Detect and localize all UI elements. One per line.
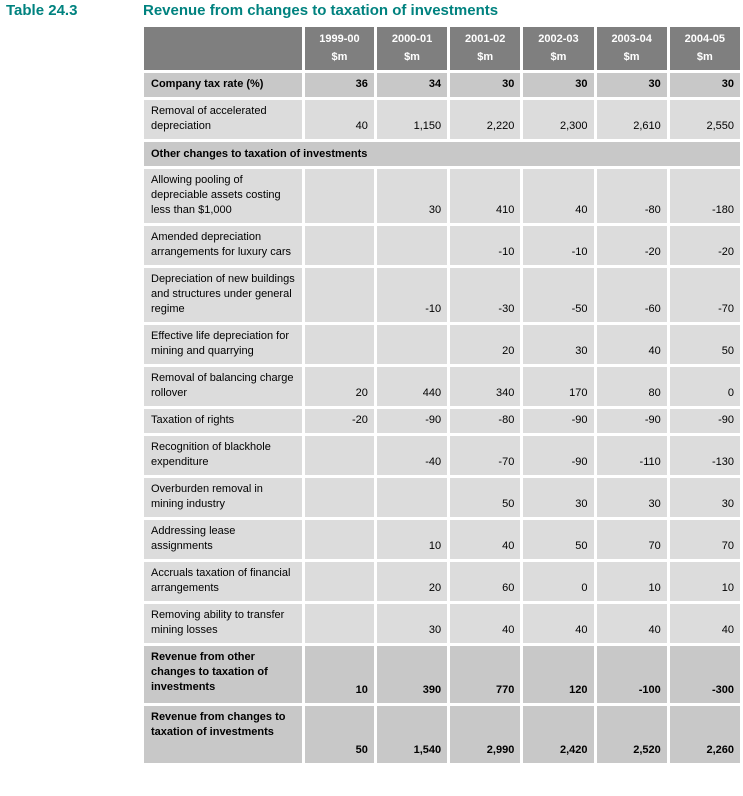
value-cell: 30 <box>597 73 667 97</box>
value-cell: 2,260 <box>670 706 740 763</box>
value-cell: -300 <box>670 646 740 703</box>
value-cell: -60 <box>597 268 667 322</box>
value-cell: 50 <box>523 520 593 559</box>
row-label: Removal of accelerated depreciation <box>144 100 302 139</box>
table-title: Revenue from changes to taxation of investments <box>143 2 499 19</box>
value-cell: 2,550 <box>670 100 740 139</box>
value-cell: -80 <box>597 169 667 223</box>
row-label: Addressing lease assignments <box>144 520 302 559</box>
table-row <box>144 409 740 433</box>
column-unit: $m <box>331 51 348 63</box>
value-cell: 40 <box>597 325 667 364</box>
value-cell: 770 <box>450 646 520 703</box>
value-cell: 2,300 <box>523 100 593 139</box>
company-tax-row <box>144 73 740 97</box>
value-cell: 40 <box>450 604 520 643</box>
value-cell: -70 <box>450 436 520 475</box>
value-cell: 30 <box>450 73 520 97</box>
row-label: Allowing pooling of depreciable assets costing less than $1,000 <box>144 169 302 223</box>
row-label: Amended depreciation arrangements for luxury cars <box>144 226 302 265</box>
value-cell: 20 <box>377 562 447 601</box>
column-year: 2002-03 <box>538 33 579 45</box>
value-cell: 40 <box>305 100 374 139</box>
value-cell: 2,990 <box>450 706 520 763</box>
value-cell: 120 <box>523 646 593 703</box>
table-row <box>144 268 740 322</box>
value-cell: 170 <box>523 367 593 406</box>
row-label: Recognition of blackhole expenditure <box>144 436 302 475</box>
value-cell: 50 <box>670 325 740 364</box>
value-cell: -80 <box>450 409 520 433</box>
column-year: 1999-00 <box>319 33 360 45</box>
value-cell: 1,540 <box>377 706 447 763</box>
table-row <box>144 520 740 559</box>
value-cell: 30 <box>377 604 447 643</box>
value-cell <box>305 436 374 475</box>
header-row <box>144 27 740 70</box>
value-cell: 40 <box>670 604 740 643</box>
revenue-table <box>141 24 743 766</box>
value-cell: 20 <box>305 367 374 406</box>
table-row <box>144 226 740 265</box>
value-cell: 0 <box>523 562 593 601</box>
column-header <box>523 27 593 70</box>
column-header <box>305 27 374 70</box>
column-unit: $m <box>477 51 494 63</box>
value-cell: 40 <box>450 520 520 559</box>
column-unit: $m <box>404 51 420 63</box>
value-cell: 440 <box>377 367 447 406</box>
column-header <box>597 27 667 70</box>
value-cell: -110 <box>597 436 667 475</box>
value-cell: 40 <box>523 169 593 223</box>
row-label: Removal of balancing charge rollover <box>144 367 302 406</box>
table-row <box>144 325 740 364</box>
value-cell: -10 <box>377 268 447 322</box>
value-cell <box>305 478 374 517</box>
column-header <box>377 27 447 70</box>
value-cell: 340 <box>450 367 520 406</box>
table-row <box>144 604 740 643</box>
total-row <box>144 706 740 763</box>
accelerated-depreciation-row <box>144 100 740 139</box>
value-cell: -20 <box>670 226 740 265</box>
table-row <box>144 562 740 601</box>
section-heading-row <box>144 142 740 166</box>
value-cell: 10 <box>597 562 667 601</box>
table-row <box>144 367 740 406</box>
value-cell <box>305 169 374 223</box>
value-cell: 70 <box>597 520 667 559</box>
value-cell: 2,420 <box>523 706 593 763</box>
value-cell: -30 <box>450 268 520 322</box>
column-year: 2001-02 <box>465 33 506 45</box>
subtotal-row <box>144 646 740 703</box>
value-cell: 80 <box>597 367 667 406</box>
column-unit: $m <box>696 51 713 63</box>
value-cell: -20 <box>305 409 374 433</box>
column-year: 2004-05 <box>684 33 726 45</box>
value-cell: -90 <box>523 436 593 475</box>
value-cell: -70 <box>670 268 740 322</box>
value-cell: 50 <box>305 706 374 763</box>
value-cell: 30 <box>523 73 593 97</box>
column-year: 2003-04 <box>611 33 652 45</box>
row-label: Effective life depreciation for mining and quarrying <box>144 325 302 364</box>
value-cell: 30 <box>597 478 667 517</box>
row-label: Company tax rate (%) <box>144 73 302 97</box>
value-cell: 10 <box>305 646 374 703</box>
row-label: Removing ability to transfer mining losses <box>144 604 302 643</box>
value-cell: 30 <box>523 325 593 364</box>
value-cell <box>305 325 374 364</box>
value-cell <box>305 226 374 265</box>
value-cell: 30 <box>670 478 740 517</box>
row-label: Taxation of rights <box>144 409 302 433</box>
value-cell: 20 <box>450 325 520 364</box>
value-cell: 2,520 <box>597 706 667 763</box>
column-unit: $m <box>623 51 640 63</box>
column-header <box>450 27 520 70</box>
value-cell: -130 <box>670 436 740 475</box>
value-cell: 0 <box>670 367 740 406</box>
value-cell: -40 <box>377 436 447 475</box>
row-label: Overburden removal in mining industry <box>144 478 302 517</box>
section-heading: Other changes to taxation of investments <box>144 142 740 166</box>
value-cell: -10 <box>523 226 593 265</box>
value-cell <box>377 478 447 517</box>
value-cell: -50 <box>523 268 593 322</box>
value-cell: -90 <box>377 409 447 433</box>
value-cell: 40 <box>597 604 667 643</box>
row-label: Accruals taxation of financial arrangements <box>144 562 302 601</box>
value-cell <box>305 520 374 559</box>
value-cell: 34 <box>377 73 447 97</box>
value-cell: -180 <box>670 169 740 223</box>
value-cell: 30 <box>670 73 740 97</box>
value-cell: 40 <box>523 604 593 643</box>
value-cell: 36 <box>305 73 374 97</box>
column-header <box>670 27 740 70</box>
value-cell: 2,610 <box>597 100 667 139</box>
value-cell: -10 <box>450 226 520 265</box>
value-cell: 50 <box>450 478 520 517</box>
value-cell <box>377 325 447 364</box>
value-cell: -100 <box>597 646 667 703</box>
value-cell: 10 <box>670 562 740 601</box>
value-cell: 390 <box>377 646 447 703</box>
value-cell: 60 <box>450 562 520 601</box>
value-cell: 1,150 <box>377 100 447 139</box>
table-number: Table 24.3 <box>6 2 78 19</box>
value-cell: 30 <box>523 478 593 517</box>
value-cell: 410 <box>450 169 520 223</box>
value-cell: -90 <box>670 409 740 433</box>
value-cell: -90 <box>523 409 593 433</box>
value-cell <box>305 604 374 643</box>
value-cell: -90 <box>597 409 667 433</box>
column-year: 2000-01 <box>391 33 433 45</box>
value-cell <box>377 226 447 265</box>
value-cell: -20 <box>597 226 667 265</box>
column-unit: $m <box>550 51 567 63</box>
value-cell: 2,220 <box>450 100 520 139</box>
value-cell: 70 <box>670 520 740 559</box>
row-label: Revenue from changes to taxation of investments <box>144 706 302 763</box>
value-cell <box>305 562 374 601</box>
row-label: Revenue from other changes to taxation of investments <box>144 646 302 703</box>
table-row <box>144 478 740 517</box>
value-cell: 10 <box>377 520 447 559</box>
row-label: Depreciation of new buildings and structures under general regime <box>144 268 302 322</box>
value-cell <box>305 268 374 322</box>
value-cell: 30 <box>377 169 447 223</box>
header-blank-cell <box>144 27 302 70</box>
table-row <box>144 169 740 223</box>
table-row <box>144 436 740 475</box>
